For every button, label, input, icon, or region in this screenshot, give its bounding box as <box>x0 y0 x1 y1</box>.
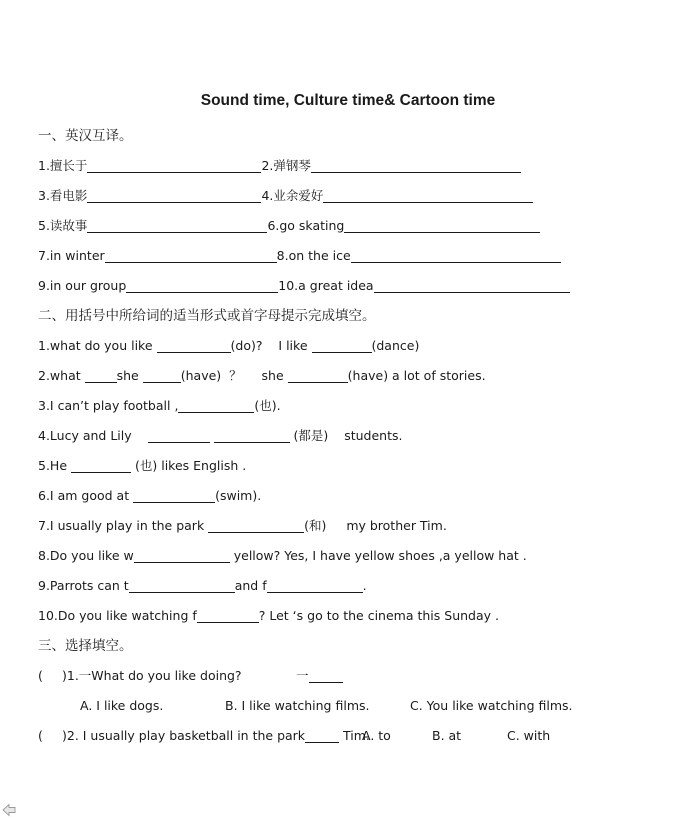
question-text: 1.what do you like <box>38 338 153 353</box>
section3-heading: 三、选择填空。 <box>38 638 133 654</box>
translation-item: 7.in winter <box>38 248 105 263</box>
choice-paren: ( <box>38 728 43 743</box>
answer-blank[interactable] <box>143 368 181 383</box>
translation-item: 5.读故事 <box>38 218 88 233</box>
question-text: 5.He <box>38 458 68 473</box>
fill-question-3 <box>38 397 281 415</box>
question-mark: ？ <box>229 368 242 383</box>
question-text: yellow? Yes, I have yellow shoes ,a yellow hat . <box>233 548 527 563</box>
fill-question-8 <box>38 547 527 565</box>
translation-item: 6.go skating <box>267 218 345 233</box>
translation-item: 2.弹钢琴 <box>261 158 311 173</box>
answer-dash: 一 <box>296 668 309 683</box>
answer-blank[interactable] <box>148 428 210 443</box>
section1-heading: 一、英汉互译。 <box>38 128 133 144</box>
answer-blank[interactable] <box>157 338 231 353</box>
question-text: 9.Parrots can t <box>38 578 129 593</box>
answer-blank[interactable] <box>197 608 259 623</box>
question-text: Tim. <box>343 728 370 743</box>
choice-option-c[interactable]: C. with <box>507 728 551 743</box>
translation-row-5 <box>38 277 570 295</box>
question-text: she <box>116 368 139 383</box>
answer-blank[interactable] <box>288 368 348 383</box>
fill-question-9 <box>38 577 367 595</box>
question-text: 6.I am good at <box>38 488 130 503</box>
fill-question-6 <box>38 487 261 505</box>
translation-item: 4.业余爱好 <box>261 188 324 203</box>
choice-option-a[interactable]: A. I like dogs. <box>80 698 164 713</box>
translation-item: 3.看电影 <box>38 188 88 203</box>
choice-paren: ( <box>38 668 43 683</box>
fill-question-4 <box>38 427 402 445</box>
section2-heading: 二、用括号中所给词的适当形式或首字母提示完成填空。 <box>38 308 376 324</box>
worksheet-title: Sound time, Culture time& Cartoon time <box>200 92 496 109</box>
question-hint: (swim). <box>215 488 262 503</box>
answer-blank[interactable] <box>267 578 363 593</box>
answer-blank[interactable] <box>214 428 290 443</box>
question-hint: (do)? <box>230 338 263 353</box>
question-text: and f <box>234 578 267 593</box>
choice-option-c[interactable]: C. You like watching films. <box>410 698 573 713</box>
choice-option-b[interactable]: B. I like watching films. <box>225 698 370 713</box>
question-text: 7.I usually play in the park <box>38 518 205 533</box>
translation-item: 10.a great idea <box>278 278 374 293</box>
question-text: 10.Do you like watching f <box>38 608 197 623</box>
answer-blank[interactable] <box>129 578 235 593</box>
translation-item: 1.擅长于 <box>38 158 88 173</box>
choice-question-2 <box>62 727 370 745</box>
fill-question-10 <box>38 607 499 625</box>
answer-blank[interactable] <box>344 218 540 233</box>
back-arrow-icon[interactable] <box>2 803 16 817</box>
translation-row-4 <box>38 247 561 265</box>
question-text: ? Let ‘s go to the cinema this Sunday . <box>258 608 499 623</box>
question-text: she <box>261 368 284 383</box>
answer-blank[interactable] <box>305 728 339 743</box>
choice-question-1: )1.一What do you like doing? <box>62 668 242 683</box>
fill-question-5 <box>38 457 246 475</box>
question-text: )2. I usually play basketball in the park <box>62 728 306 743</box>
answer-blank[interactable] <box>351 248 561 263</box>
fill-question-2 <box>38 367 486 385</box>
translation-item: 8.on the ice <box>276 248 351 263</box>
question-hint: (也). <box>254 398 281 413</box>
choice-option-a[interactable]: A. to <box>362 728 391 743</box>
question-text: . <box>362 578 367 593</box>
question-text: 8.Do you like w <box>38 548 134 563</box>
translation-row-2 <box>38 187 533 205</box>
answer-blank[interactable] <box>178 398 254 413</box>
answer-blank[interactable] <box>87 218 267 233</box>
answer-blank[interactable] <box>87 158 261 173</box>
translation-row-3 <box>38 217 540 235</box>
fill-question-7 <box>38 517 447 535</box>
answer-blank[interactable] <box>71 458 131 473</box>
answer-blank[interactable] <box>87 188 261 203</box>
answer-blank[interactable] <box>105 248 277 263</box>
answer-blank[interactable] <box>312 338 372 353</box>
answer-blank[interactable] <box>374 278 570 293</box>
answer-blank[interactable] <box>126 278 278 293</box>
question-hint: (和) <box>304 518 327 533</box>
fill-question-1 <box>38 337 419 355</box>
answer-blank[interactable] <box>133 488 215 503</box>
question-text: 4.Lucy and Lily <box>38 428 132 443</box>
translation-item: 9.in our group <box>38 278 127 293</box>
question-hint: (也) likes English . <box>135 458 247 473</box>
choice-option-b[interactable]: B. at <box>432 728 462 743</box>
question-text: my brother Tim. <box>346 518 447 533</box>
answer-blank[interactable] <box>85 368 117 383</box>
answer-blank[interactable] <box>208 518 304 533</box>
question-text: I like <box>278 338 308 353</box>
answer-blank[interactable] <box>309 668 343 683</box>
choice-answer-1 <box>296 667 343 685</box>
question-text: students. <box>344 428 403 443</box>
translation-row-1 <box>38 157 521 175</box>
answer-blank[interactable] <box>134 548 230 563</box>
answer-blank[interactable] <box>323 188 533 203</box>
question-hint: (都是) <box>293 428 329 443</box>
question-hint: (have) a lot of stories. <box>347 368 486 383</box>
question-text: 2.what <box>38 368 81 383</box>
question-text: 3.I can’t play football , <box>38 398 179 413</box>
question-hint: (dance) <box>371 338 420 353</box>
question-hint: (have) <box>180 368 222 383</box>
answer-blank[interactable] <box>311 158 521 173</box>
